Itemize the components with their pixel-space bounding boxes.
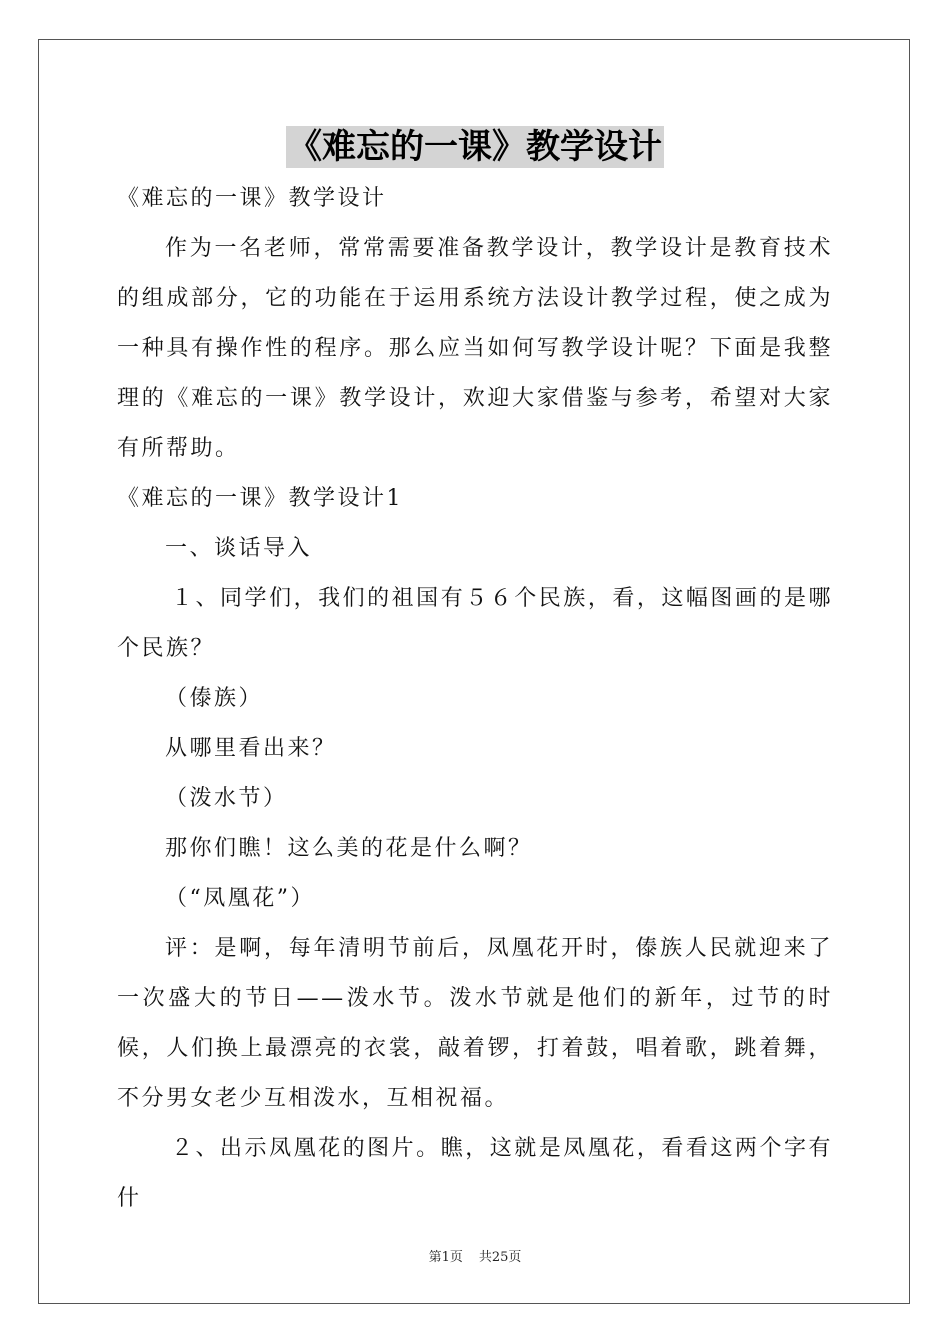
document-title: 《难忘的一课》教学设计 — [288, 127, 662, 167]
answer-line: （泼水节） — [165, 786, 288, 811]
question-line: 那你们瞧！这么美的花是什么啊？ — [165, 836, 533, 861]
answer-line: （傣族） — [165, 686, 264, 711]
section-heading: 《难忘的一课》教学设计1 — [117, 486, 403, 511]
intro-paragraph: 作为一名老师，常常需要准备教学设计，教学设计是教育技术的组成部分，它的功能在于运用系统方法设计教学过程，使之成为一种具有操作性的程序。那么应当如何写教学设计呢？下面是我整理的《难忘的一课》教学设计，欢迎大家借鉴与参考，希望对大家有所帮助。 — [117, 236, 833, 461]
step-paragraph: ２、出示凤凰花的图片。瞧，这就是凤凰花，看看这两个字有什 — [117, 1136, 833, 1211]
page-footer — [0, 1246, 950, 1265]
subsection-heading: 一、谈话导入 — [165, 536, 313, 561]
document-body — [117, 174, 833, 1224]
comment-paragraph: 评：是啊，每年清明节前后，凤凰花开时，傣族人民就迎来了一次盛大的节日——泼水节。泼水节就是他们的新年，过节的时候，人们换上最漂亮的衣裳，敲着锣，打着鼓，唱着歌，跳着舞，不分男女老少互相泼水，互相祝福。 — [117, 936, 833, 1111]
question-paragraph: １、同学们，我们的祖国有５６个民族，看，这幅图画的是哪个民族？ — [117, 586, 833, 661]
page-number: 第1页 — [428, 1250, 463, 1265]
subtitle-line: 《难忘的一课》教学设计 — [117, 186, 387, 211]
answer-line: （“凤凰花”） — [165, 886, 315, 911]
title-container — [0, 126, 950, 168]
page-total: 共25页 — [478, 1250, 522, 1265]
question-line: 从哪里看出来？ — [165, 736, 337, 761]
